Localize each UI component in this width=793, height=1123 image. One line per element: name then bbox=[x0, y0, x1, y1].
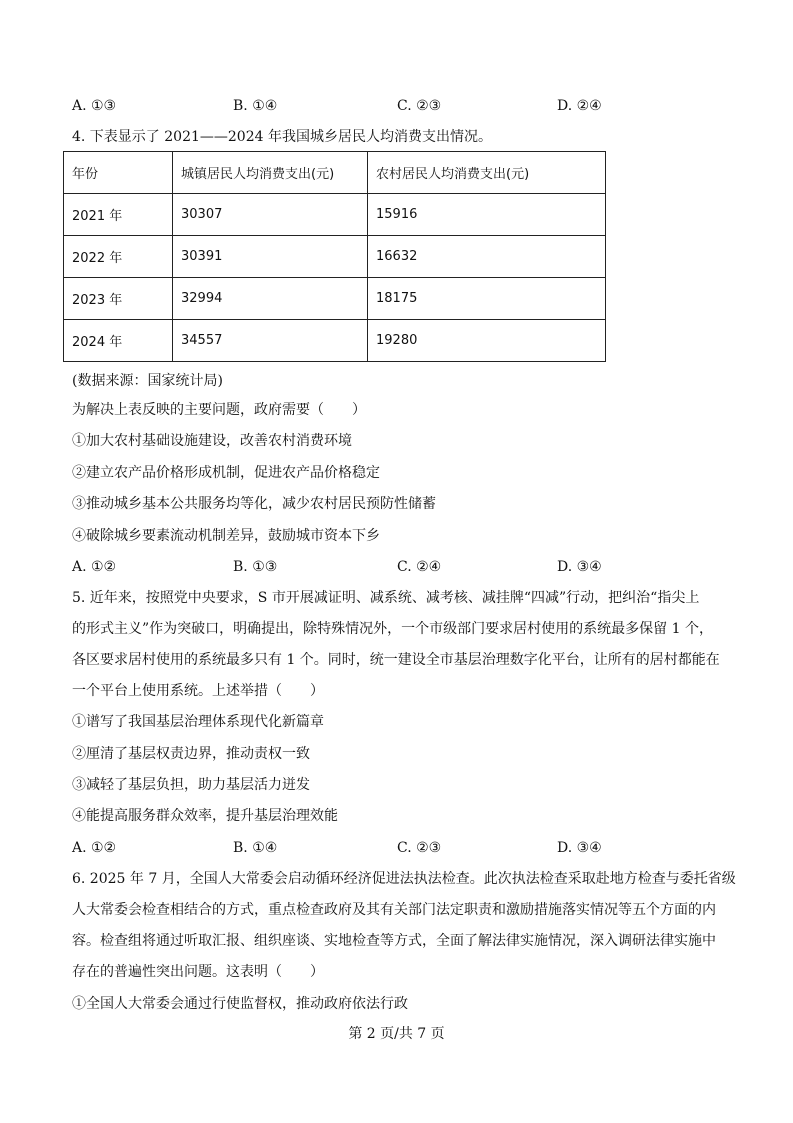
q4-option-b: B. ①③ bbox=[233, 559, 278, 575]
q5-statement: ①谱写了我国基层治理体系现代化新篇章 bbox=[72, 714, 324, 730]
q6-stem-line: 6. 2025 年 7 月，全国人大常委会启动循环经济促进法执法检查。此次执法检查采取赴地方检查与委托省级 bbox=[72, 871, 736, 887]
table-row bbox=[64, 320, 606, 362]
table-cell: 16632 bbox=[368, 236, 606, 278]
q6-stem-line: 人大常委会检查相结合的方式，重点检查政府及其有关部门法定职责和激励措施落实情况等五个方面的内 bbox=[72, 902, 716, 918]
table-cell: 18175 bbox=[368, 278, 606, 320]
q3-option-b: B. ①④ bbox=[233, 98, 278, 114]
q5-stem-line: 5. 近年来，按照党中央要求，S 市开展减证明、减系统、减考核、减挂牌“四减”行动，把纠治“指尖上 bbox=[72, 590, 700, 606]
table-cell: 30307 bbox=[173, 194, 368, 236]
table-cell: 2024 年 bbox=[64, 320, 173, 362]
table-cell: 2023 年 bbox=[64, 278, 173, 320]
q4-stem: 4. 下表显示了 2021——2024 年我国城乡居民人均消费支出情况。 bbox=[72, 129, 492, 145]
q5-option-b: B. ①④ bbox=[233, 840, 278, 856]
table-cell: 32994 bbox=[173, 278, 368, 320]
page-footer: 第 2 页/共 7 页 bbox=[348, 1026, 445, 1042]
table-cell: 30391 bbox=[173, 236, 368, 278]
q4-statement: ②建立农产品价格形成机制，促进农产品价格稳定 bbox=[72, 465, 380, 481]
q5-statement: ③减轻了基层负担，助力基层活力迸发 bbox=[72, 777, 310, 793]
data-source-note: (数据来源：国家统计局) bbox=[72, 373, 223, 389]
table-cell: 19280 bbox=[368, 320, 606, 362]
table-header-row bbox=[64, 152, 606, 194]
table-row bbox=[64, 278, 606, 320]
q4-statement: ①加大农村基础设施建设，改善农村消费环境 bbox=[72, 433, 352, 449]
table-cell: 34557 bbox=[173, 320, 368, 362]
q5-option-a: A. ①② bbox=[72, 840, 117, 856]
q6-stem-line: 容。检查组将通过听取汇报、组织座谈、实地检查等方式，全面了解法律实施情况，深入调研法律实施中 bbox=[72, 933, 716, 949]
q4-option-a: A. ①② bbox=[72, 559, 117, 575]
q5-stem-line: 各区要求居村使用的系统最多只有 1 个。同时，统一建设全市基层治理数字化平台，让所有的居村都能在 bbox=[72, 652, 720, 668]
table-cell: 2022 年 bbox=[64, 236, 173, 278]
consumption-table bbox=[63, 151, 606, 362]
q3-option-c: C. ②③ bbox=[397, 98, 442, 114]
table-header-cell: 城镇居民人均消费支出(元) bbox=[173, 152, 368, 194]
q5-option-c: C. ②③ bbox=[397, 840, 442, 856]
q4-statement: ④破除城乡要素流动机制差异，鼓励城市资本下乡 bbox=[72, 528, 380, 544]
table-row bbox=[64, 236, 606, 278]
q5-stem-line: 的形式主义”作为突破口，明确提出，除特殊情况外，一个市级部门要求居村使用的系统最多保留 1 个， bbox=[72, 621, 713, 637]
table-header-cell: 年份 bbox=[64, 152, 173, 194]
table-cell: 2021 年 bbox=[64, 194, 173, 236]
q4-statement: ③推动城乡基本公共服务均等化，减少农村居民预防性储蓄 bbox=[72, 496, 436, 512]
q3-option-d: D. ②④ bbox=[557, 98, 602, 114]
q4-question: 为解决上表反映的主要问题，政府需要（ ） bbox=[72, 402, 366, 418]
q5-statement: ④能提高服务群众效率，提升基层治理效能 bbox=[72, 808, 338, 824]
q6-stem-line: 存在的普遍性突出问题。这表明（ ） bbox=[72, 964, 324, 980]
table-row bbox=[64, 194, 606, 236]
q5-stem-line: 一个平台上使用系统。上述举措（ ） bbox=[72, 683, 324, 699]
q6-statement: ①全国人大常委会通过行使监督权，推动政府依法行政 bbox=[72, 996, 408, 1012]
q5-option-d: D. ③④ bbox=[557, 840, 602, 856]
q5-statement: ②厘清了基层权责边界，推动责权一致 bbox=[72, 746, 310, 762]
table-header-cell: 农村居民人均消费支出(元) bbox=[368, 152, 606, 194]
q3-option-a: A. ①③ bbox=[72, 98, 117, 114]
table-cell: 15916 bbox=[368, 194, 606, 236]
q4-option-c: C. ②④ bbox=[397, 559, 442, 575]
q4-option-d: D. ③④ bbox=[557, 559, 602, 575]
